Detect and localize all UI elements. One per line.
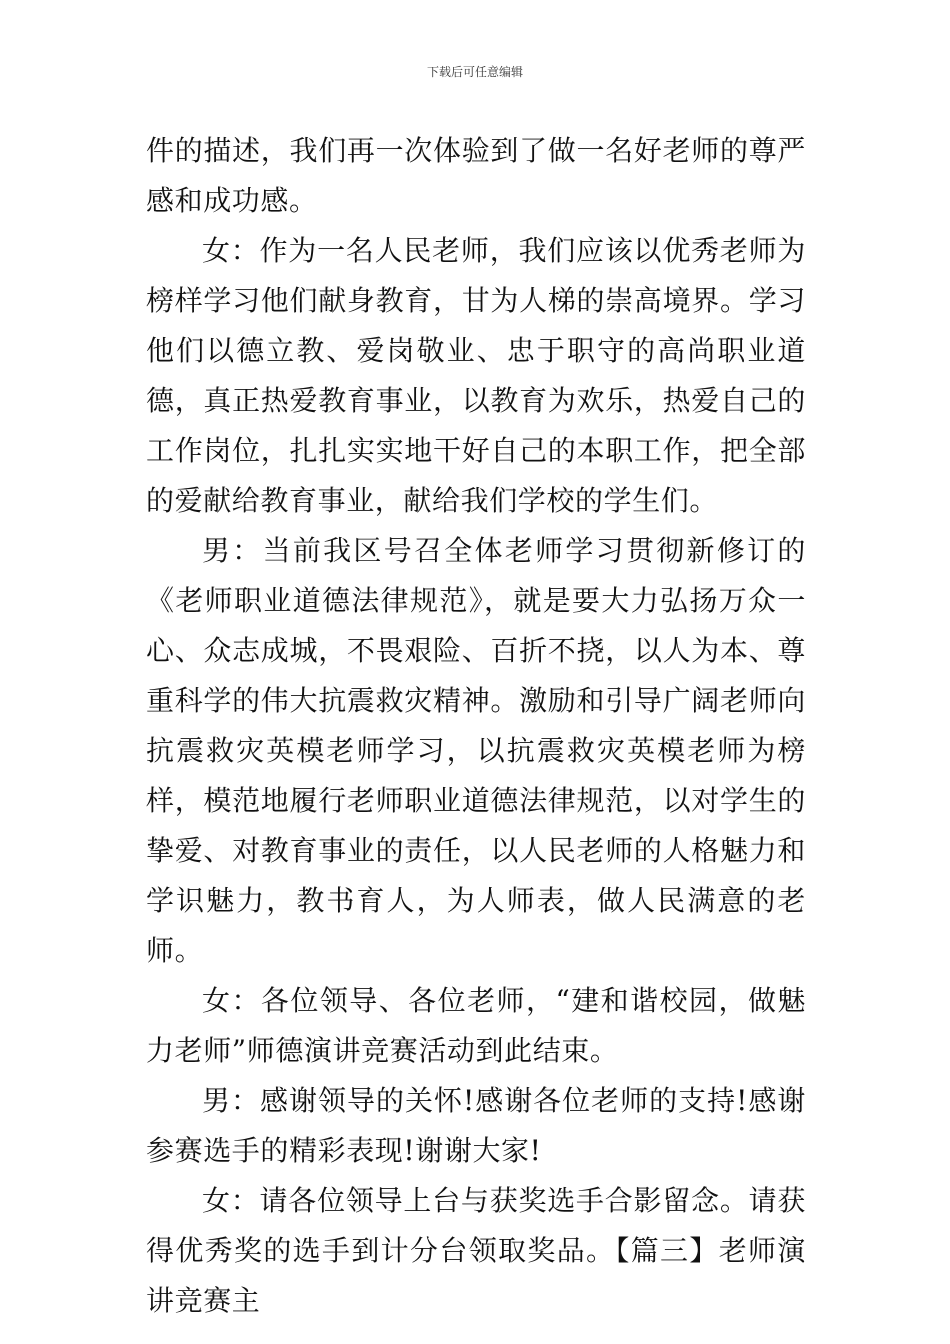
- paragraph-male-host-1: 男：当前我区号召全体老师学习贯彻新修订的《老师职业道德法律规范》，就是要大力弘扬万众一心、众志成城，不畏艰险、百折不挠，以人为本、尊重科学的伟大抗震救灾精神。激励和引导广阔老师向抗震救灾英模老师学习，以抗震救灾英模老师为榜样，模范地履行老师职业道德法律规范，以对学生的挚爱、对教育事业的责任，以人民老师的人格魅力和学识魅力，教书育人，为人师表，做人民满意的老师。: [146, 534, 806, 967]
- paragraph-female-host-3: 女：请各位领导上台与获奖选手合影留念。请获得优秀奖的选手到计分台领取奖品。【篇三】老师演讲竞赛主: [146, 1184, 806, 1317]
- paragraph-female-host-2: 女：各位领导、各位老师，“建和谐校园，做魅力老师”师德演讲竞赛活动到此结束。: [146, 984, 806, 1067]
- paragraph-continuation: 件的描述，我们再一次体验到了做一名好老师的尊严感和成功感。: [146, 134, 806, 217]
- paragraph-female-host-1: 女：作为一名人民老师，我们应该以优秀老师为榜样学习他们献身教育，甘为人梯的崇高境界。学习他们以德立教、爱岗敬业、忠于职守的高尚职业道德，真正热爱教育事业，以教育为欢乐，热爱自己的工作岗位，扎扎实实地干好自己的本职工作，把全部的爱献给教育事业，献给我们学校的学生们。: [146, 234, 806, 517]
- page-header: 下载后可任意编辑: [426, 65, 523, 79]
- paragraph-male-host-2: 男：感谢领导的关怀!感谢各位老师的支持!感谢参赛选手的精彩表现!谢谢大家!: [146, 1084, 806, 1167]
- document-body: [146, 126, 806, 1326]
